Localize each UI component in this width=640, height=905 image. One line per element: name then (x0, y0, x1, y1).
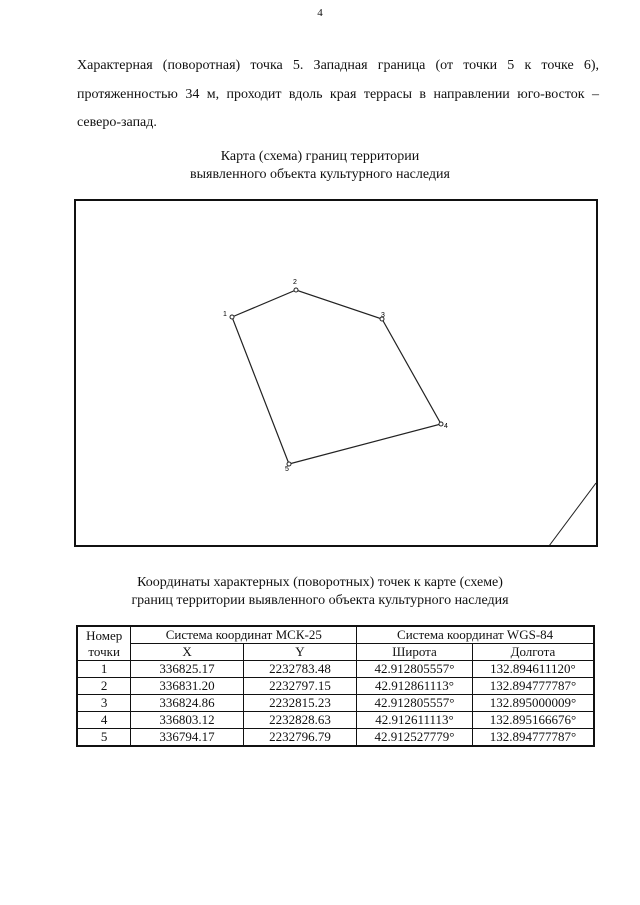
cell-x: 336825.17 (131, 661, 243, 678)
paragraph-line-3: северо-запад. (77, 115, 157, 130)
header-x: X (131, 644, 243, 661)
paragraph-line-2: протяженностью 34 м, проходит вдоль края террасы в направлении юго-восток – (77, 86, 599, 102)
cell-lon: 132.895166676° (472, 712, 594, 729)
point-2-marker (294, 288, 298, 292)
table-row (77, 712, 594, 729)
boundary-map (74, 199, 598, 547)
cell-lon: 132.894777787° (472, 729, 594, 747)
cell-number: 5 (77, 729, 131, 747)
cell-lon: 132.894777787° (472, 678, 594, 695)
point-3-label: 3 (381, 312, 385, 319)
page-number: 4 (317, 7, 323, 19)
map-title-line-1: Карта (схема) границ территории (220, 149, 420, 164)
table-row (77, 678, 594, 695)
point-2-label: 2 (293, 279, 297, 286)
header-lat: Широта (357, 644, 473, 661)
table-row (77, 661, 594, 678)
boundary-map-drawing (76, 201, 596, 545)
cell-number: 3 (77, 695, 131, 712)
cell-y: 2232783.48 (243, 661, 356, 678)
table-title-line-1: Координаты характерных (поворотных) точек к карте (схеме) (137, 575, 503, 590)
header-point-number-line-2: точки (88, 643, 120, 659)
table-row (77, 695, 594, 712)
point-1-label: 1 (223, 311, 227, 318)
cell-y: 2232797.15 (243, 678, 356, 695)
point-4-marker (439, 422, 443, 426)
boundary-polygon (232, 290, 441, 464)
table-header-row (77, 626, 594, 644)
cell-lat: 42.912527779° (357, 729, 473, 747)
cell-lat: 42.912805557° (357, 661, 473, 678)
terrace-edge-line (549, 483, 596, 545)
cell-lon: 132.895000009° (472, 695, 594, 712)
cell-number: 4 (77, 712, 131, 729)
cell-x: 336803.12 (131, 712, 243, 729)
coordinates-table (76, 625, 595, 747)
map-title (0, 148, 640, 184)
header-lon: Долгота (472, 644, 594, 661)
header-y: Y (243, 644, 356, 661)
cell-lat: 42.912805557° (357, 695, 473, 712)
table-title (0, 574, 640, 610)
header-point-number (77, 626, 131, 661)
cell-lon: 132.894611120° (472, 661, 594, 678)
cell-x: 336831.20 (131, 678, 243, 695)
point-5-label: 5 (285, 466, 289, 473)
table-subheader-row (77, 644, 594, 661)
cell-lat: 42.912861113° (357, 678, 473, 695)
paragraph-line-1: Характерная (поворотная) точка 5. Западная граница (от точки 5 к точке 6), (77, 58, 599, 73)
point-1-marker (230, 315, 234, 319)
cell-y: 2232796.79 (243, 729, 356, 747)
cell-lat: 42.912611113° (357, 712, 473, 729)
header-point-number-line-1: Номер (86, 627, 123, 643)
table-title-line-2: границ территории выявленного объекта культурного наследия (131, 593, 509, 608)
cell-number: 1 (77, 661, 131, 678)
cell-x: 336794.17 (131, 729, 243, 747)
header-msk: Система координат МСК-25 (131, 626, 357, 644)
table-row (77, 729, 594, 747)
point-4-label: 4 (444, 423, 448, 430)
body-paragraph (77, 52, 599, 138)
cell-y: 2232815.23 (243, 695, 356, 712)
cell-number: 2 (77, 678, 131, 695)
cell-x: 336824.86 (131, 695, 243, 712)
header-wgs: Система координат WGS-84 (357, 626, 594, 644)
cell-y: 2232828.63 (243, 712, 356, 729)
map-title-line-2: выявленного объекта культурного наследия (190, 167, 450, 182)
